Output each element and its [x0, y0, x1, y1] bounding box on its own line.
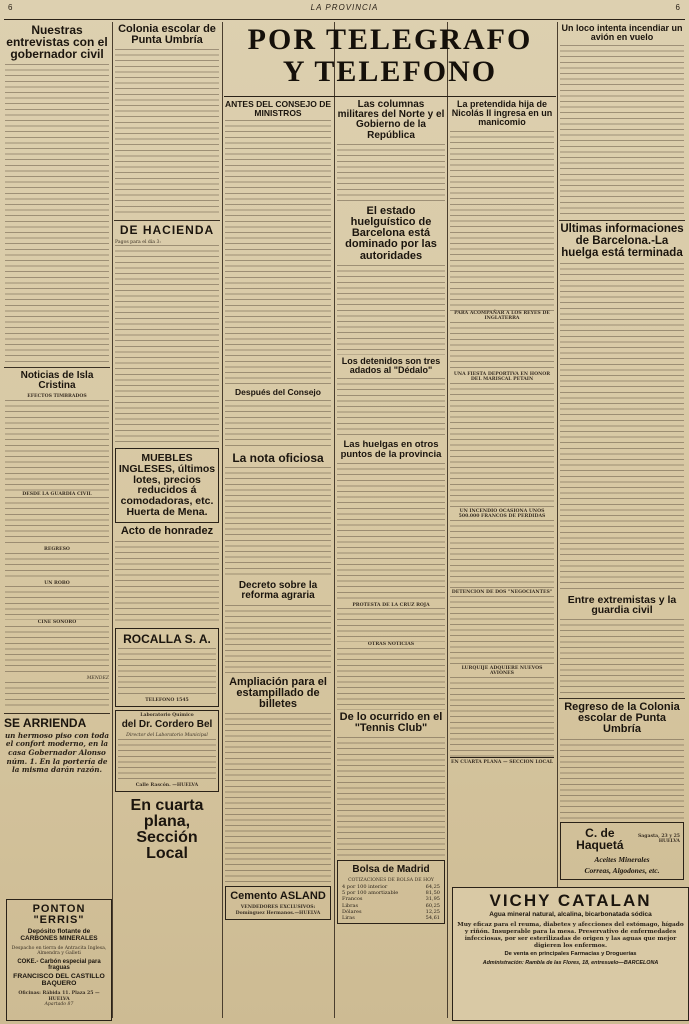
footer-cuarta-plana: EN CUARTA PLANA — SECCION LOCAL	[450, 757, 554, 766]
page-number-right: 6	[675, 3, 681, 12]
column-5	[449, 98, 555, 1020]
bolsa-row-value: 12,25	[425, 908, 440, 915]
sub-aviones: LURQUIJE ADQUIERE NUEVOS AVIONES	[461, 665, 543, 677]
sub-pagos: Pagos para el día 3:	[115, 239, 161, 245]
ad-ponton-erris: PONTON "ERRIS" Depósito flotante de CARBONES MINERALES Despacho en tierra de Antracita Inglesa, Almendra y Galleti COKE.- Carbón especial para fraguas FRANCISCO DEL CASTILLO BAQUERO Oficinas: Rábida 11. Plaza 25 — HUELVA Apartado 87	[6, 899, 112, 1021]
notice-cuarta-plana: En cuarta plana, Sección Local	[130, 796, 204, 863]
column-1	[4, 22, 110, 1020]
masthead-title: LA PROVINCIA	[310, 3, 379, 12]
sub-negociantes: DETENCION DE DOS "NEGOCIANTES"	[451, 590, 553, 596]
headline-huelgas: Las huelgas en otros puntos de la provincia	[340, 439, 442, 460]
ad-rocalla: ROCALLA S. A. TELEFONO 1545	[115, 628, 219, 707]
headline-detenidos: Los detenidos son tres adados al "Dédalo"	[341, 355, 441, 376]
headline-isla-cristina: Noticias de Isla Cristina	[20, 369, 94, 391]
ad-laboratorio: Laboratorio Químico del Dr. Cordero Bel Director del Laboratorio Municipal Calle Rascón. —HUELVA	[115, 710, 219, 792]
headline-ultimas-barcelona: Ultimas informaciones de Barcelona.-La huelga está terminada	[560, 223, 684, 259]
column-4	[336, 98, 446, 1020]
sub-robo: UN ROBO	[44, 580, 70, 586]
headline-barcelona: El estado huelguístico de Barcelona está dominado por las autoridades	[345, 204, 437, 262]
ad-se-arrienda-text: un hermoso piso con toda el confort moderno, en la casa Gobernador Alonso núm. 1. En la portería de la misma darán razón.	[4, 730, 110, 775]
headline-columnas-militares: Las columnas militares del Norte y el Gobierno de la República	[337, 99, 445, 141]
bolsa-row-value: 54,61	[425, 914, 440, 921]
headline-loco-avion: Un loco intenta incendiar un avión en vuelo	[561, 23, 683, 43]
bolsa-row-label: Francos	[342, 896, 363, 903]
author-mendez: MENDEZ	[86, 676, 109, 682]
banner-line1: POR TELEGRAFO	[247, 23, 533, 56]
sub-efectos: EFECTOS TIMBRADOS	[27, 394, 87, 400]
bolsa-row-value: 60,25	[425, 902, 440, 909]
headline-estampillado: Ampliación para el estampillado de billetes	[229, 675, 327, 711]
column-3	[224, 98, 332, 1020]
headline-hija-nicolas: La pretendida hija de Nicolás II ingresa en un manicomio	[451, 99, 553, 128]
sub-cine: CINE SONORO	[37, 620, 77, 626]
column-6	[559, 22, 685, 1020]
bolsa-row	[340, 915, 442, 921]
headline-nota-oficiosa: La nota oficiosa	[232, 450, 324, 465]
bolsa-row-label: Dólares	[342, 908, 362, 915]
sub-cruz-roja: PROTESTA DE LA CRUZ ROJA	[352, 602, 430, 608]
ad-vichy-catalan: VICHY CATALAN Agua mineral natural, alcalina, bicarbonatada sódica Muy eficaz para el reuma, diabetes y afecciones del estómago, hígado y riñón. Insuperable para la mesa. Preservativo de enfermedades infecciosas, por ser esterilizadas de origen y las aguas que mejor digieren los enfermos. De venta en principales Farmacias y Droguerías Administración: Rambla de las Flores, 18, entresuelo—BARCELONA	[452, 887, 689, 1021]
sub-fiesta-petain: UNA FIESTA DEPORTIVA EN HONOR DEL MARISCAL PETAIN	[453, 371, 551, 383]
headline-hacienda: DE HACIENDA	[119, 223, 215, 238]
bolsa-row-label: Libras	[342, 902, 359, 909]
sub-otras-noticias: OTRAS NOTICIAS	[367, 642, 415, 648]
masthead	[0, 0, 689, 20]
column-2	[114, 22, 220, 1020]
ad-haqueta: C. de Haquetá Sagasta, 23 y 25 HUELVA Aceites Minerales Correas, Algodones, etc.	[560, 822, 684, 881]
headline-gobernador: Nuestras entrevistas con el gobernador civil	[6, 23, 108, 62]
bolsa-row-value: 81,50	[425, 890, 440, 897]
headline-regreso-colonia: Regreso de la Colonia escolar de Punta Umbría	[564, 700, 680, 736]
ad-cemento-asland: Cemento ASLAND VENDEDORES EXCLUSIVOS: Domínguez Hermanos.—HUELVA	[225, 886, 331, 919]
banner-line2: Y TELEFONO	[282, 55, 498, 88]
headline-extremistas: Entre extremistas y la guardia civil	[567, 593, 677, 617]
sub-guardia-civil: DESDE LA GUARDIA CIVIL	[22, 491, 92, 497]
headline-colonia-escolar: Colonia escolar de Punta Umbría	[118, 23, 216, 47]
bolsa-row-value: 31,95	[425, 896, 440, 903]
bolsa-row-label: Liras	[342, 914, 355, 921]
bolsa-row-value: 64,25	[425, 883, 440, 890]
bolsa-row-label: 5 por 100 amortizable	[342, 890, 399, 897]
headline-honradez: Acto de honradez	[120, 525, 214, 538]
page-number-left: 6	[8, 3, 14, 12]
sub-reyes-inglaterra: PARA ACOMPAÑAR A LOS REYES DE INGLATERRA	[454, 310, 550, 322]
sub-incendio: UN INCENDIO OCASIONA UNOS 500.000 FRANCOS DE PERDIDAS	[458, 508, 546, 520]
sub-regreso: REGRESO	[44, 547, 70, 553]
ad-muebles: MUEBLES INGLESES, últimos lotes, precios reducidos á comodadoras, etc. Huerta de Mena.	[115, 448, 219, 523]
bolsa-row-label: 4 por 100 interior	[342, 883, 388, 890]
banner	[224, 24, 556, 97]
headline-reforma-agraria: Decreto sobre la reforma agraria	[238, 580, 318, 602]
headline-despues-consejo: Después del Consejo	[235, 387, 321, 398]
ad-se-arrienda-title: SE ARRIENDA	[4, 715, 87, 730]
headline-tennis-club: De lo ocurrido en el "Tennis Club"	[339, 710, 443, 734]
headline-consejo-ministros: ANTES DEL CONSEJO DE MINISTROS	[224, 99, 332, 118]
bolsa-madrid: Bolsa de Madrid COTIZACIONES DE BOLSA DE HOY 4 por 100 interior 64,25 5 por 100 amortizable 81,50 Francos 31,95 Libras 60,25 Dólares 12,25 Liras 54,61	[337, 860, 445, 924]
